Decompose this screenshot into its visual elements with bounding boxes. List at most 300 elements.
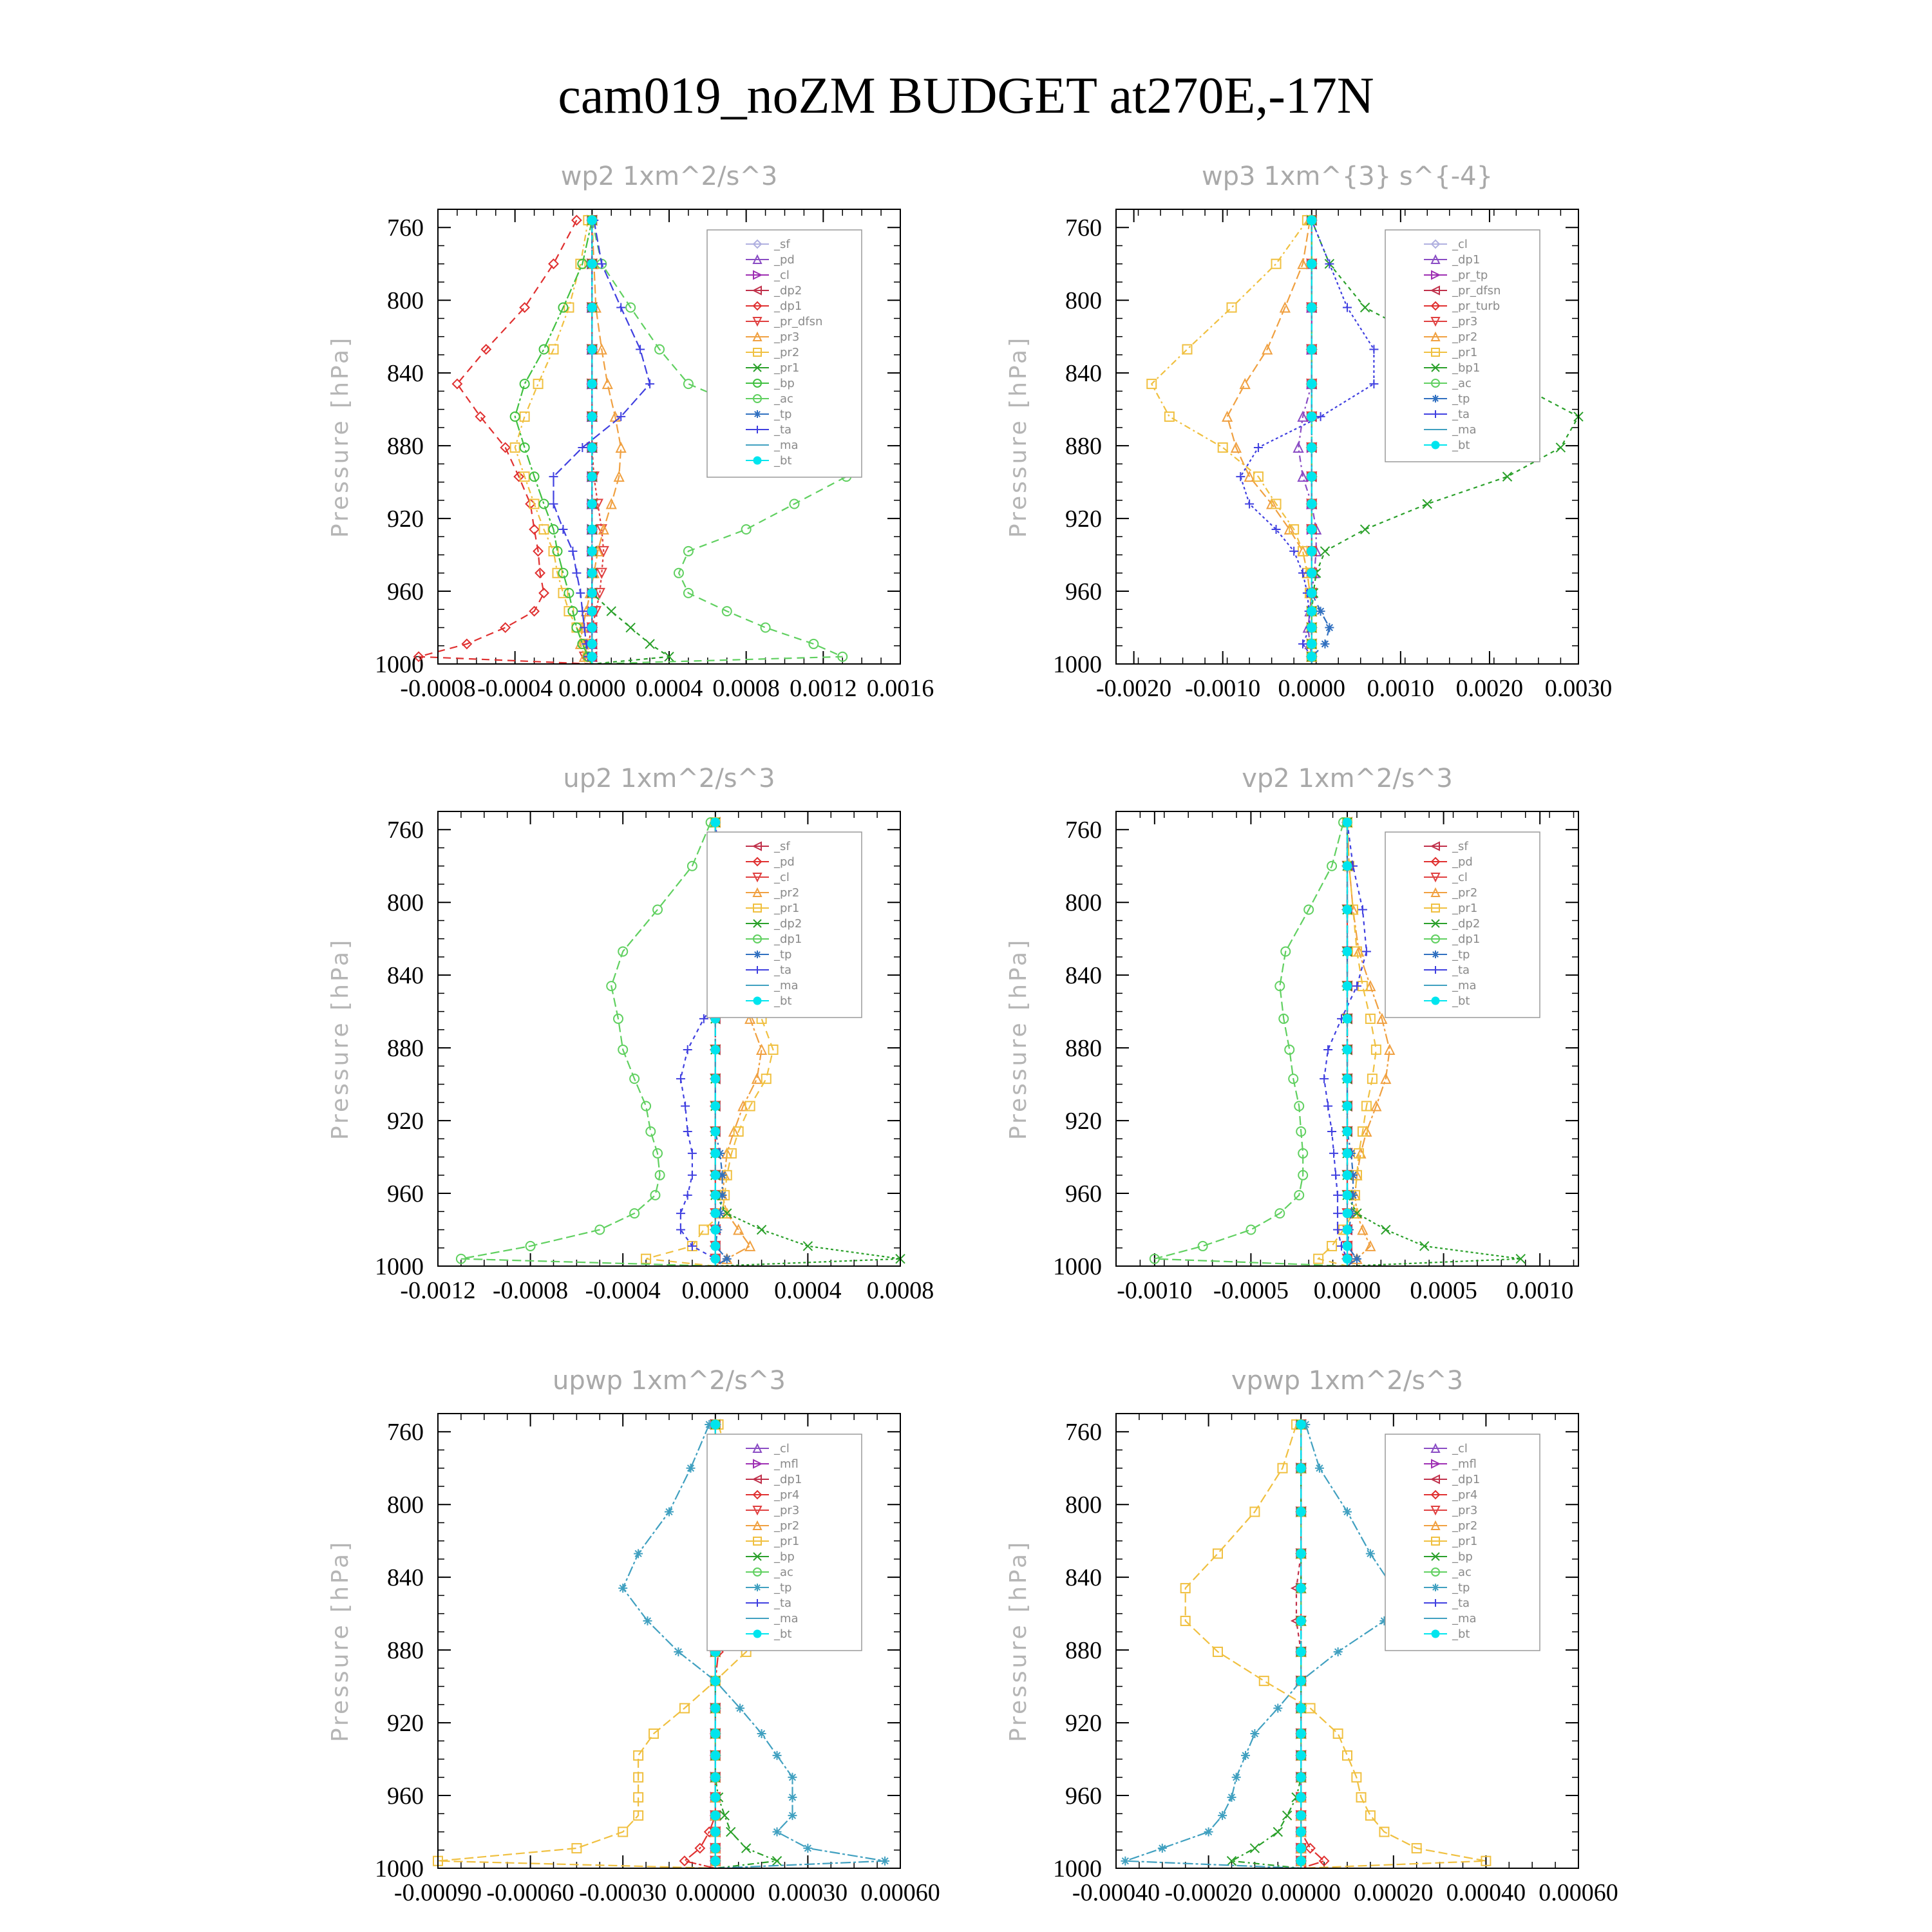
y-tick-label: 960 — [387, 578, 424, 606]
data-point — [1358, 905, 1367, 914]
data-point — [572, 569, 581, 578]
data-point — [711, 1857, 720, 1866]
data-point — [1343, 1171, 1352, 1180]
y-tick-label: 1000 — [1053, 651, 1102, 678]
x-tick-label: -0.0004 — [585, 1277, 661, 1304]
legend — [707, 832, 862, 1018]
x-tick-label: 0.0010 — [1367, 675, 1435, 702]
data-point — [711, 1676, 720, 1685]
y-tick-label: 920 — [1065, 1710, 1102, 1738]
legend-label: _pd — [774, 855, 795, 869]
data-point — [587, 607, 596, 616]
data-point — [1323, 1045, 1332, 1054]
data-point — [1333, 1209, 1342, 1218]
legend-label: _sf — [1452, 840, 1468, 853]
legend-label: _dp1 — [1452, 253, 1481, 267]
legend-marker — [1432, 997, 1439, 1005]
legend-label: _cl — [1452, 871, 1468, 884]
data-point — [1273, 1703, 1282, 1712]
legend-label: _pr1 — [1452, 902, 1478, 915]
data-point — [1343, 1751, 1352, 1760]
x-tick-label: -0.00020 — [1164, 1879, 1253, 1906]
legend-label: _pd — [1452, 855, 1473, 869]
y-tick-label: 920 — [387, 1710, 424, 1738]
series-line — [461, 822, 715, 1266]
x-tick-label: 0.0004 — [774, 1277, 842, 1304]
legend-marker — [753, 951, 761, 958]
data-point — [1246, 1226, 1255, 1235]
legend-label: _ma — [774, 1612, 799, 1625]
legend-label: _bp — [774, 377, 795, 390]
legend-marker — [1432, 1584, 1439, 1591]
budget-panel-1 — [327, 162, 934, 702]
y-tick-label: 960 — [1065, 1180, 1102, 1208]
data-point — [1296, 1793, 1305, 1802]
data-point — [757, 1226, 766, 1235]
data-point — [587, 547, 596, 556]
budget-panel-2 — [1005, 162, 1612, 702]
data-point — [681, 1101, 690, 1110]
legend-label: _tp — [774, 408, 792, 421]
data-point — [1307, 525, 1316, 534]
y-tick-label: 920 — [387, 506, 424, 533]
data-point — [1218, 1811, 1227, 1820]
legend-label: _pr1 — [1452, 1535, 1478, 1548]
y-tick-label: 1000 — [1053, 1855, 1102, 1882]
legend-label: _pr1 — [774, 361, 800, 375]
data-point — [1315, 1464, 1324, 1473]
data-point — [1556, 443, 1565, 452]
x-tick-label: -0.0005 — [1213, 1277, 1289, 1304]
x-tick-label: 0.0000 — [558, 675, 626, 702]
series-bp — [1227, 1420, 1306, 1868]
x-tick-label: -0.0010 — [1185, 675, 1261, 702]
legend-label: _bp — [1452, 1550, 1473, 1564]
legend-label: _mfl — [1452, 1457, 1477, 1471]
data-point — [650, 1191, 659, 1200]
x-tick-label: 0.0000 — [681, 1277, 750, 1304]
legend-label: _ta — [774, 1596, 792, 1610]
data-point — [645, 379, 654, 388]
data-point — [1343, 1209, 1352, 1218]
y-tick-label: 960 — [387, 1180, 424, 1208]
data-point — [742, 525, 751, 534]
data-point — [1307, 412, 1316, 421]
y-tick-label: 1000 — [1053, 1253, 1102, 1280]
data-point — [680, 1857, 689, 1866]
y-tick-label: 840 — [387, 962, 424, 990]
data-point — [1352, 981, 1361, 990]
data-point — [1343, 303, 1352, 312]
legend-label: _ma — [1452, 423, 1477, 437]
legend-label: _ma — [1452, 1612, 1477, 1625]
data-point — [683, 1127, 692, 1136]
data-point — [1296, 1729, 1305, 1738]
legend-marker — [753, 1584, 761, 1591]
legend-label: _pr3 — [774, 330, 800, 344]
data-point — [711, 1127, 720, 1136]
data-point — [711, 1828, 720, 1837]
legend-label: _dp1 — [1452, 1473, 1481, 1486]
data-point — [711, 1149, 720, 1158]
legend-label: _tp — [1452, 948, 1470, 961]
data-point — [1307, 260, 1316, 269]
x-tick-label: 0.0000 — [1278, 675, 1346, 702]
legend-label: _ac — [1452, 1566, 1472, 1579]
data-point — [752, 1074, 761, 1083]
y-tick-label: 840 — [1065, 1564, 1102, 1592]
panel-title: wp2 1xm^2/s^3 — [560, 162, 778, 191]
y-tick-label: 760 — [387, 1419, 424, 1446]
data-point — [880, 1857, 889, 1866]
data-point — [1283, 1811, 1292, 1820]
y-tick-label: 880 — [1065, 433, 1102, 460]
data-point — [711, 818, 720, 827]
x-tick-label: 0.0010 — [1506, 1277, 1574, 1304]
series-line — [592, 220, 669, 664]
data-point — [1503, 472, 1512, 481]
data-point — [576, 589, 585, 598]
x-tick-label: -0.00030 — [579, 1879, 667, 1906]
data-point — [1307, 547, 1316, 556]
legend-label: _bt — [774, 994, 792, 1008]
data-point — [645, 639, 654, 649]
legend-label: _ac — [774, 392, 793, 406]
data-point — [1296, 1616, 1305, 1625]
legend-marker — [753, 997, 761, 1005]
data-point — [1369, 379, 1378, 388]
data-point — [607, 607, 616, 616]
data-point — [587, 216, 596, 225]
data-point — [568, 547, 577, 556]
legend-label: _dp2 — [774, 917, 802, 931]
legend-label: _pr_tp — [1452, 269, 1488, 282]
data-point — [711, 1209, 720, 1218]
panel-title: vpwp 1xm^2/s^3 — [1231, 1366, 1464, 1396]
data-point — [1232, 1773, 1241, 1782]
data-point — [1307, 589, 1316, 598]
legend-label: _bt — [1452, 994, 1470, 1008]
x-tick-label: 0.00060 — [1539, 1879, 1618, 1906]
x-tick-label: 0.0008 — [712, 675, 780, 702]
data-point — [761, 623, 770, 632]
data-point — [773, 1828, 782, 1837]
legend-label: _ta — [1452, 408, 1470, 421]
data-point — [1307, 607, 1316, 616]
x-tick-label: 0.0000 — [1313, 1277, 1381, 1304]
y-tick-label: 880 — [1065, 1637, 1102, 1665]
data-point — [1307, 639, 1316, 649]
legend-label: _ac — [1452, 377, 1472, 390]
data-point — [1307, 379, 1316, 388]
legend-label: _ma — [1452, 979, 1477, 992]
data-point — [1320, 639, 1329, 649]
legend-label: _ta — [774, 963, 792, 977]
data-point — [757, 1729, 766, 1738]
data-point — [1329, 1149, 1338, 1158]
series-line — [1125, 1425, 1393, 1868]
panel-title: upwp 1xm^2/s^3 — [553, 1366, 786, 1396]
x-tick-label: 0.00060 — [860, 1879, 940, 1906]
data-point — [711, 1045, 720, 1054]
legend-label: _pr2 — [1452, 330, 1478, 344]
legend-marker — [753, 457, 761, 464]
legend-label: _bp1 — [1452, 361, 1481, 375]
data-point — [1307, 472, 1316, 481]
y-tick-label: 1000 — [375, 1253, 424, 1280]
y-axis-label: Pressure [hPa] — [327, 937, 354, 1141]
data-point — [520, 379, 529, 388]
data-point — [1254, 443, 1263, 452]
data-point — [587, 379, 596, 388]
x-tick-label: -0.00090 — [393, 1879, 482, 1906]
legend-label: _pr2 — [774, 346, 800, 359]
data-point — [549, 260, 558, 269]
data-point — [711, 1226, 720, 1235]
data-point — [634, 1549, 643, 1558]
y-tick-label: 800 — [1065, 287, 1102, 315]
legend-label: _bt — [1452, 439, 1470, 452]
legend-label: _dp1 — [1452, 933, 1481, 946]
y-tick-label: 920 — [1065, 1108, 1102, 1135]
series-pr2 — [1223, 216, 1316, 664]
data-point — [1227, 1793, 1236, 1802]
y-tick-label: 1000 — [375, 651, 424, 678]
y-tick-label: 880 — [387, 433, 424, 460]
data-point — [711, 1242, 720, 1251]
data-point — [1296, 1703, 1305, 1712]
data-point — [1307, 499, 1316, 508]
legend-label: _bt — [1452, 1627, 1470, 1641]
data-point — [676, 1074, 685, 1083]
data-point — [711, 1729, 720, 1738]
data-point — [735, 1703, 744, 1712]
data-point — [684, 379, 693, 388]
data-point — [1296, 1507, 1305, 1516]
legend-label: _dp1 — [774, 933, 802, 946]
legend-label: _ma — [774, 979, 799, 992]
data-point — [788, 1811, 797, 1820]
data-point — [1250, 1844, 1259, 1853]
y-tick-label: 960 — [387, 1783, 424, 1810]
y-tick-label: 880 — [387, 1035, 424, 1063]
legend-label: _cl — [1452, 238, 1468, 251]
data-point — [587, 639, 596, 649]
y-tick-label: 880 — [1065, 1035, 1102, 1063]
data-point — [1361, 525, 1370, 534]
data-point — [676, 1226, 685, 1235]
legend-label: _pr4 — [774, 1488, 800, 1502]
legend-label: _mfl — [774, 1457, 799, 1471]
legend-label: _pr_dfsn — [1452, 284, 1501, 298]
legend-marker — [753, 410, 761, 418]
legend-label: _ta — [774, 423, 792, 437]
data-point — [1343, 905, 1352, 914]
x-tick-label: -0.0010 — [1117, 1277, 1193, 1304]
chart-panels — [327, 162, 1618, 1906]
data-point — [711, 1420, 720, 1429]
budget-panel-6 — [1005, 1366, 1618, 1906]
legend-label: _pr3 — [774, 1504, 800, 1517]
y-tick-label: 760 — [1065, 214, 1102, 242]
data-point — [1420, 1242, 1429, 1251]
data-point — [1296, 1549, 1305, 1558]
data-point — [711, 1255, 720, 1264]
data-point — [773, 1751, 782, 1760]
data-point — [520, 412, 529, 421]
data-point — [1331, 1171, 1340, 1180]
x-tick-label: 0.00040 — [1446, 1879, 1526, 1906]
data-point — [501, 623, 510, 632]
x-tick-label: 0.00000 — [676, 1879, 755, 1906]
series-bp — [511, 216, 597, 664]
y-axis-label: Pressure [hPa] — [327, 1539, 354, 1743]
x-tick-label: 0.00000 — [1261, 1879, 1341, 1906]
data-point — [711, 1101, 720, 1110]
y-tick-label: 760 — [1065, 1419, 1102, 1446]
data-point — [1296, 1751, 1305, 1760]
legend-label: _dp2 — [774, 284, 802, 298]
data-point — [626, 623, 635, 632]
x-tick-label: 0.0012 — [790, 675, 857, 702]
data-point — [1296, 1773, 1305, 1782]
legend-marker — [1432, 395, 1439, 402]
y-tick-label: 920 — [387, 1108, 424, 1135]
data-point — [587, 412, 596, 421]
data-point — [587, 443, 596, 452]
legend-label: _dp1 — [774, 299, 802, 313]
series-pr1 — [1147, 216, 1316, 664]
legend-label: _pr3 — [1452, 315, 1478, 328]
data-point — [1343, 1191, 1352, 1200]
legend-label: _pd — [774, 253, 795, 267]
data-point — [803, 1844, 812, 1853]
data-point — [1307, 652, 1316, 661]
data-point — [587, 623, 596, 632]
data-point — [726, 1828, 735, 1837]
data-point — [683, 1191, 692, 1200]
x-tick-label: 0.0005 — [1410, 1277, 1477, 1304]
x-tick-label: 0.0020 — [1455, 675, 1524, 702]
series-dp1 — [1150, 818, 1348, 1266]
data-point — [1296, 1647, 1305, 1656]
data-point — [711, 1074, 720, 1083]
data-point — [1307, 443, 1316, 452]
data-point — [1296, 1676, 1305, 1685]
data-point — [788, 1773, 797, 1782]
legend-label: _bt — [774, 1627, 792, 1641]
data-point — [558, 525, 567, 534]
data-point — [549, 499, 558, 508]
data-point — [1343, 1507, 1352, 1516]
data-point — [1121, 1857, 1130, 1866]
legend-label: _pr2 — [1452, 886, 1478, 900]
x-tick-label: -0.00060 — [486, 1879, 574, 1906]
legend-label: _pr_dfsn — [774, 315, 823, 328]
y-tick-label: 760 — [1065, 817, 1102, 844]
data-point — [1296, 1857, 1305, 1866]
y-tick-label: 920 — [1065, 506, 1102, 533]
data-point — [1343, 1101, 1352, 1110]
data-point — [1250, 1729, 1259, 1738]
data-point — [1333, 1191, 1342, 1200]
data-point — [1343, 1127, 1352, 1136]
legend-label: _pr4 — [1452, 1488, 1478, 1502]
data-point — [1198, 1242, 1208, 1251]
budget-panel-4 — [1005, 764, 1578, 1304]
legend — [707, 1434, 862, 1651]
data-point — [711, 1191, 720, 1200]
data-point — [1343, 1074, 1352, 1083]
x-tick-label: -0.00040 — [1072, 1879, 1160, 1906]
data-point — [603, 379, 612, 388]
data-point — [1361, 303, 1370, 312]
data-point — [720, 1811, 729, 1820]
data-point — [1316, 607, 1325, 616]
legend-label: _ta — [1452, 963, 1470, 977]
x-tick-label: -0.0008 — [493, 1277, 569, 1304]
legend-label: _ma — [774, 439, 799, 452]
series-ta — [549, 216, 655, 664]
legend-label: _dp2 — [1452, 917, 1481, 931]
data-point — [1307, 216, 1316, 225]
data-point — [616, 303, 625, 312]
data-point — [1343, 1014, 1352, 1023]
data-point — [1272, 260, 1281, 269]
data-point — [587, 589, 596, 598]
data-point — [587, 499, 596, 508]
data-point — [1296, 1464, 1305, 1473]
legend-label: _pr1 — [1452, 346, 1478, 359]
x-tick-label: 0.0016 — [866, 675, 934, 702]
y-tick-label: 800 — [1065, 1492, 1102, 1519]
legend-label: _pr2 — [774, 1519, 800, 1533]
legend-marker — [1432, 1630, 1439, 1638]
data-point — [1307, 345, 1316, 354]
legend-label: _pr3 — [1452, 1504, 1478, 1517]
data-point — [773, 1857, 782, 1866]
data-point — [587, 525, 596, 534]
data-point — [1423, 499, 1432, 508]
legend-label: _sf — [774, 840, 790, 853]
y-tick-label: 960 — [1065, 1783, 1102, 1810]
y-tick-label: 960 — [1065, 578, 1102, 606]
y-tick-label: 800 — [1065, 889, 1102, 917]
data-point — [634, 1751, 643, 1760]
data-point — [1307, 569, 1316, 578]
legend-label: _pr1 — [774, 902, 800, 915]
data-point — [746, 1242, 755, 1251]
data-point — [683, 1045, 692, 1054]
x-tick-label: 0.0004 — [635, 675, 703, 702]
budget-panel-3 — [327, 764, 934, 1304]
data-point — [534, 379, 543, 388]
data-point — [1204, 1828, 1213, 1837]
legend-marker — [1432, 441, 1439, 449]
data-point — [1307, 303, 1316, 312]
data-point — [711, 1773, 720, 1782]
legend-label: _tp — [1452, 392, 1470, 406]
y-axis-label: Pressure [hPa] — [1005, 937, 1032, 1141]
series-line — [1155, 822, 1347, 1266]
data-point — [587, 345, 596, 354]
legend-label: _tp — [774, 948, 792, 961]
data-point — [1320, 547, 1329, 556]
data-point — [1307, 623, 1316, 632]
legend-label: _pr2 — [774, 886, 800, 900]
data-point — [1369, 345, 1378, 354]
data-point — [1323, 1101, 1332, 1110]
